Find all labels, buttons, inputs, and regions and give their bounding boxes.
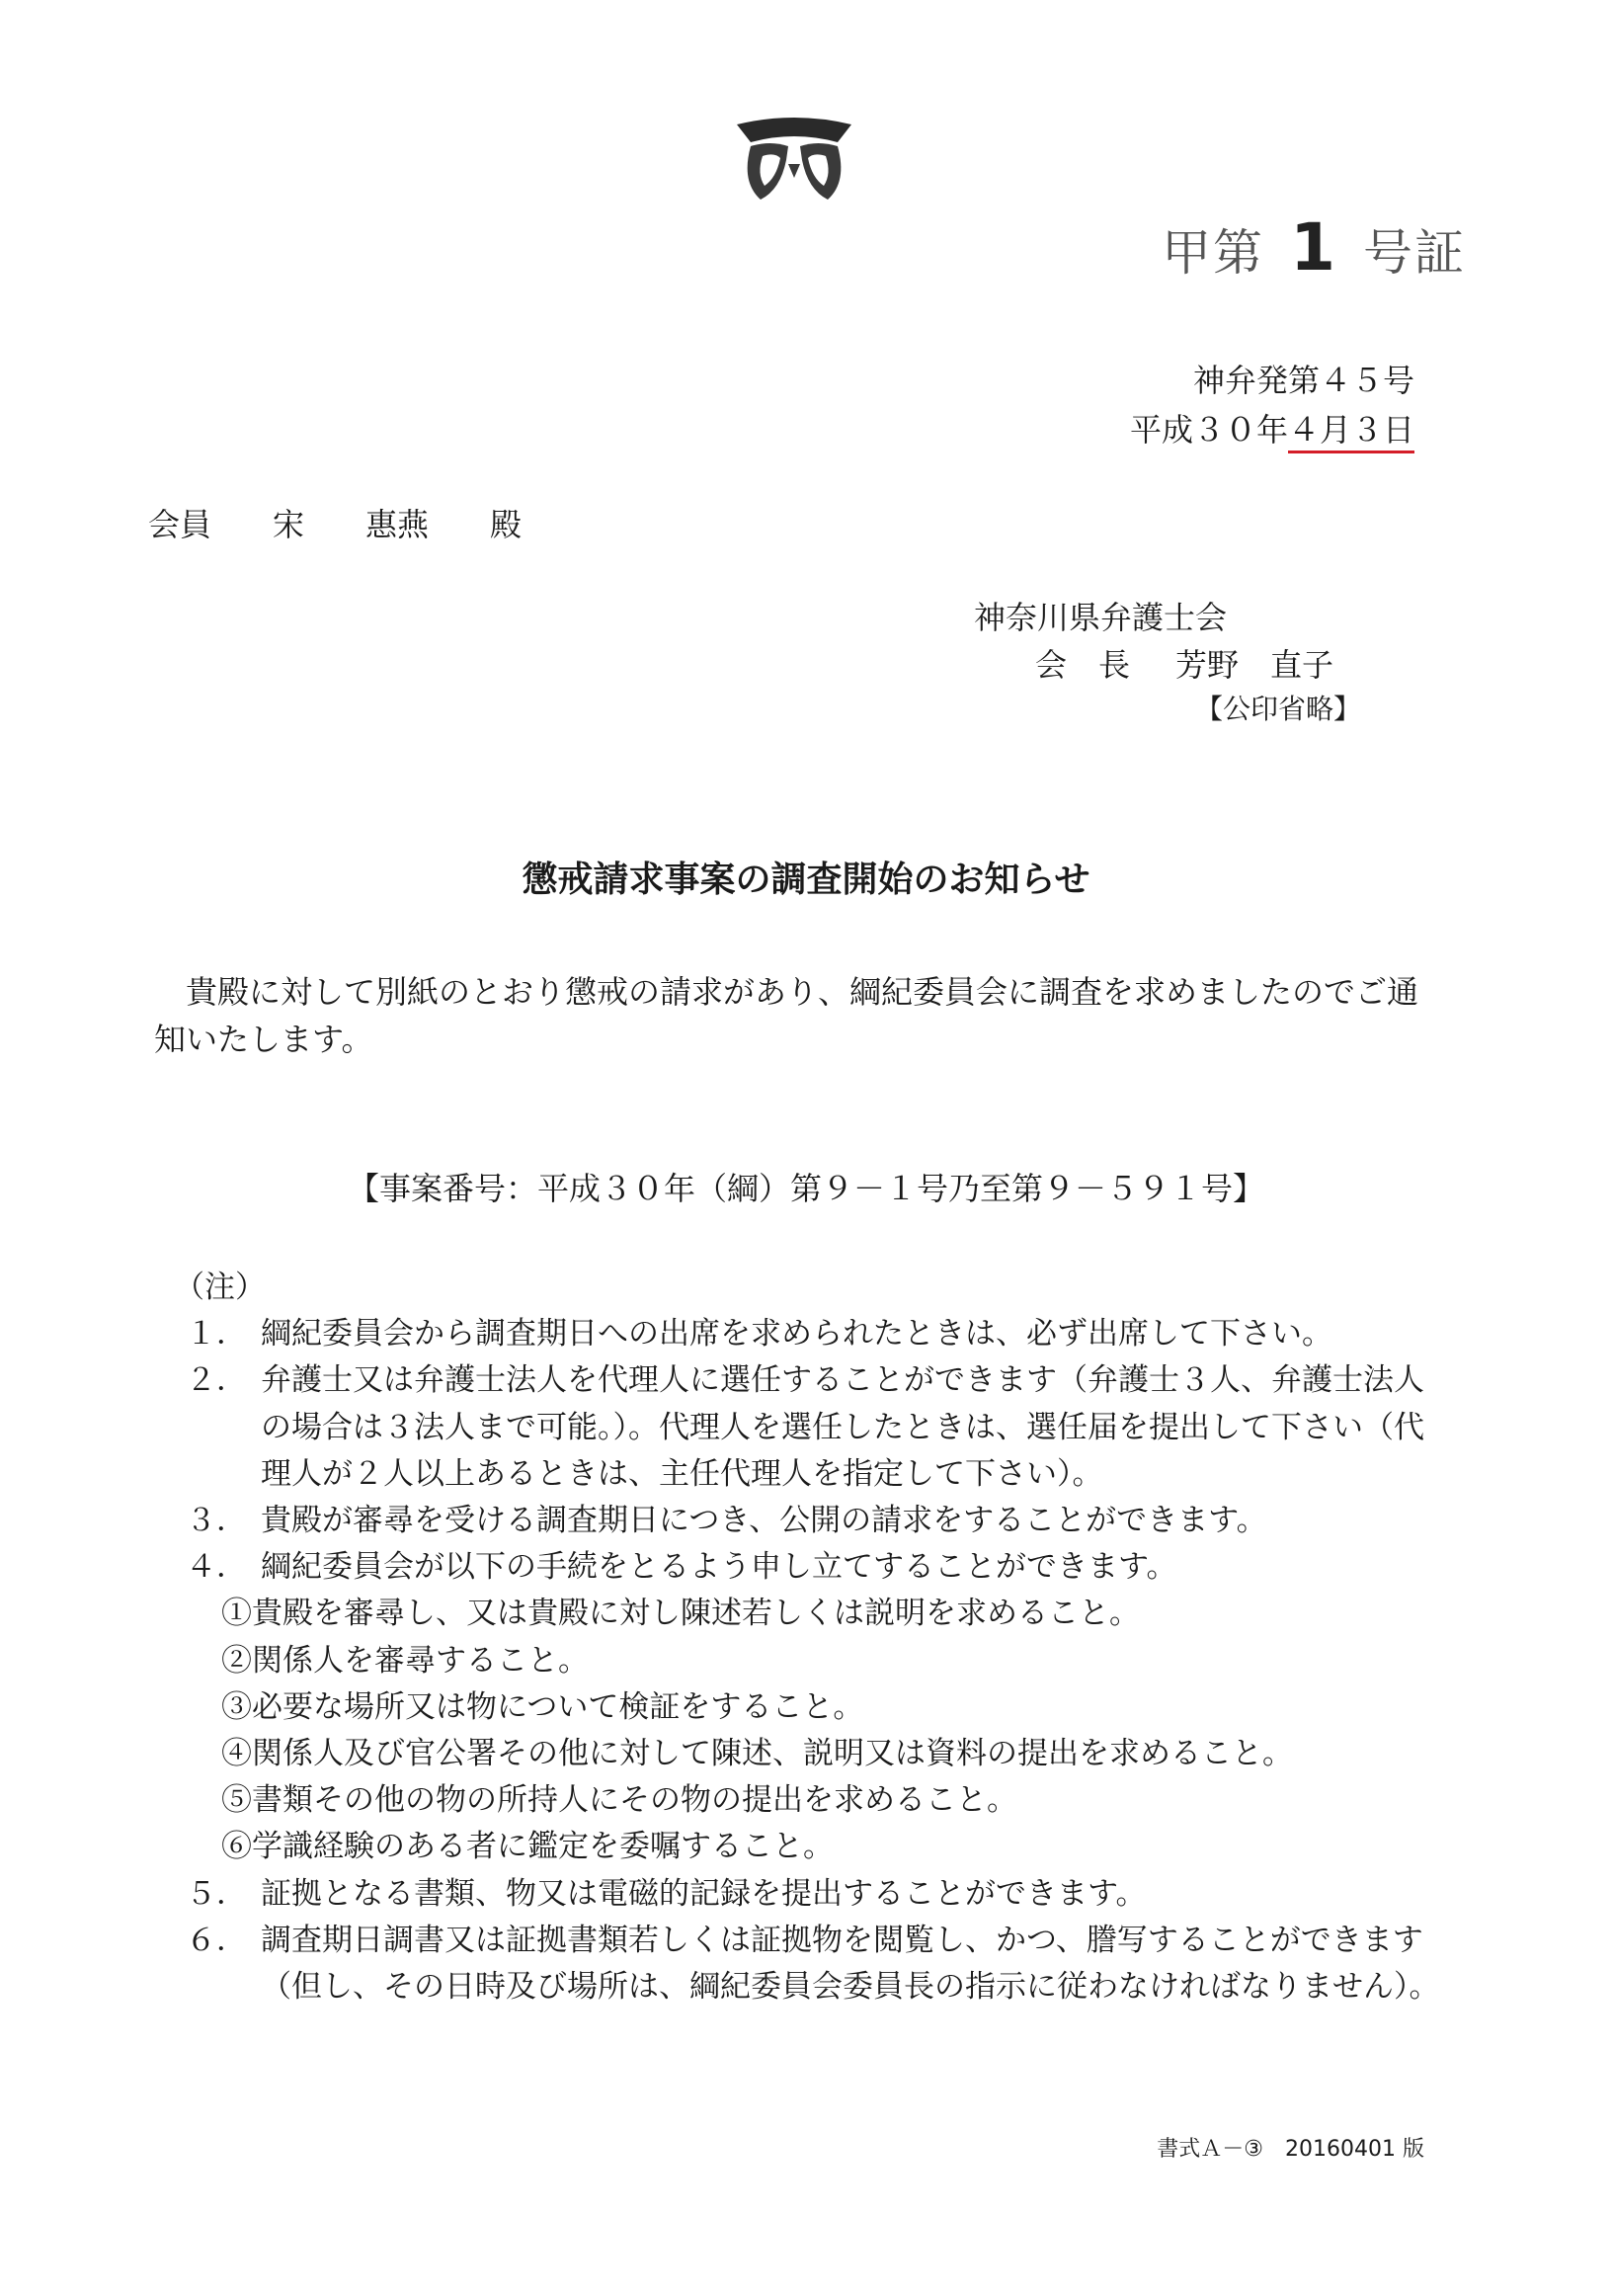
note-number: ６． <box>186 1922 247 1958</box>
note-item <box>168 1871 1452 1918</box>
note-number: １． <box>186 1316 247 1353</box>
notes-section <box>168 1265 1452 2010</box>
exhibit-prefix: 甲第 <box>1162 224 1265 282</box>
note-text: 綱紀委員会が以下の手続をとるよう申し立てすることができます。 <box>261 1549 1177 1586</box>
addressee-honorific: 殿 <box>490 506 523 543</box>
sender-organization: 神奈川県弁護士会 <box>974 599 1228 636</box>
form-version: 書式Ａ－③ 20160401 版 <box>1157 2137 1424 2162</box>
note-sub-item: ③必要な場所又は物について検証をすること。 <box>221 1688 864 1725</box>
sender-signatory <box>1035 640 1379 686</box>
case-number: 【事案番号：平成３０年（綱）第９－１号乃至第９－５９１号】 <box>347 1170 1264 1207</box>
exhibit-suffix: 号証 <box>1363 224 1466 282</box>
date-month-day: ４月３日 <box>1288 411 1414 453</box>
bar-association-emblem-icon <box>731 117 857 211</box>
note-number: ３． <box>186 1503 247 1539</box>
notes-heading: （注） <box>174 1270 266 1305</box>
addressee-surname: 宋 <box>273 506 305 543</box>
note-sub-item: ②関係人を審尋すること。 <box>221 1642 589 1679</box>
addressee-given-name: 惠燕 <box>365 506 430 543</box>
seal-note: 【公印省略】 <box>1195 693 1362 725</box>
note-item <box>168 1498 1452 1544</box>
body-paragraph: 貴殿に対して別紙のとおり懲戒の請求があり、綱紀委員会に調査を求めましたのでご通知いたします。 <box>154 973 1419 1058</box>
exhibit-number: 1 <box>1290 209 1337 286</box>
note-item <box>168 1918 1452 2010</box>
sender-name: 芳野 直子 <box>1175 646 1334 684</box>
note-text: 調査期日調書又は証拠書類若しくは証拠物を閲覧し、かつ、謄写することができます（但し、その日時及び場所は、綱紀委員会委員長の指示に従わなければなりません）。 <box>261 1922 1440 2006</box>
sender-role: 会 長 <box>1035 646 1131 684</box>
note-sub-item: ④関係人及び官公署その他に対して陳述、説明又は資料の提出を求めること。 <box>221 1736 1293 1772</box>
document-title: 懲戒請求事案の調査開始のお知らせ <box>522 859 1090 900</box>
note-number: ５． <box>186 1875 247 1912</box>
note-item <box>168 1544 1452 1591</box>
addressee <box>148 500 583 545</box>
document-number: 神弁発第４５号 <box>1192 362 1414 399</box>
note-number: ２． <box>186 1362 247 1399</box>
note-text: 弁護士又は弁護士法人を代理人に選任することができます（弁護士３人、弁護士法人の場合は３法人まで可能。）。代理人を選任したときは、選任届を提出して下さい（代理人が２人以上あるときは、主任代理人を指定して下さい）。 <box>261 1362 1424 1492</box>
addressee-title: 会員 <box>148 506 212 543</box>
note-text: 貴殿が審尋を受ける調査期日につき、公開の請求をすることができます。 <box>261 1503 1267 1539</box>
note-number: ４． <box>186 1549 247 1586</box>
note-item <box>168 1311 1452 1357</box>
note-sub-item: ⑤書類その他の物の所持人にその物の提出を求めること。 <box>221 1782 1017 1819</box>
exhibit-stamp <box>1162 209 1466 286</box>
note-sub-item: ⑥学識経験のある者に鑑定を委嘱すること。 <box>221 1829 834 1865</box>
date-era-year: 平成３０年 <box>1129 411 1288 449</box>
note-text: 証拠となる書類、物又は電磁的記録を提出することができます。 <box>261 1875 1147 1912</box>
note-item <box>168 1357 1452 1498</box>
issue-date <box>1130 405 1414 451</box>
note-sub-item: ①貴殿を審尋し、又は貴殿に対し陳述若しくは説明を求めること。 <box>221 1596 1140 1632</box>
note-text: 綱紀委員会から調査期日への出席を求められたときは、必ず出席して下さい。 <box>261 1316 1332 1353</box>
